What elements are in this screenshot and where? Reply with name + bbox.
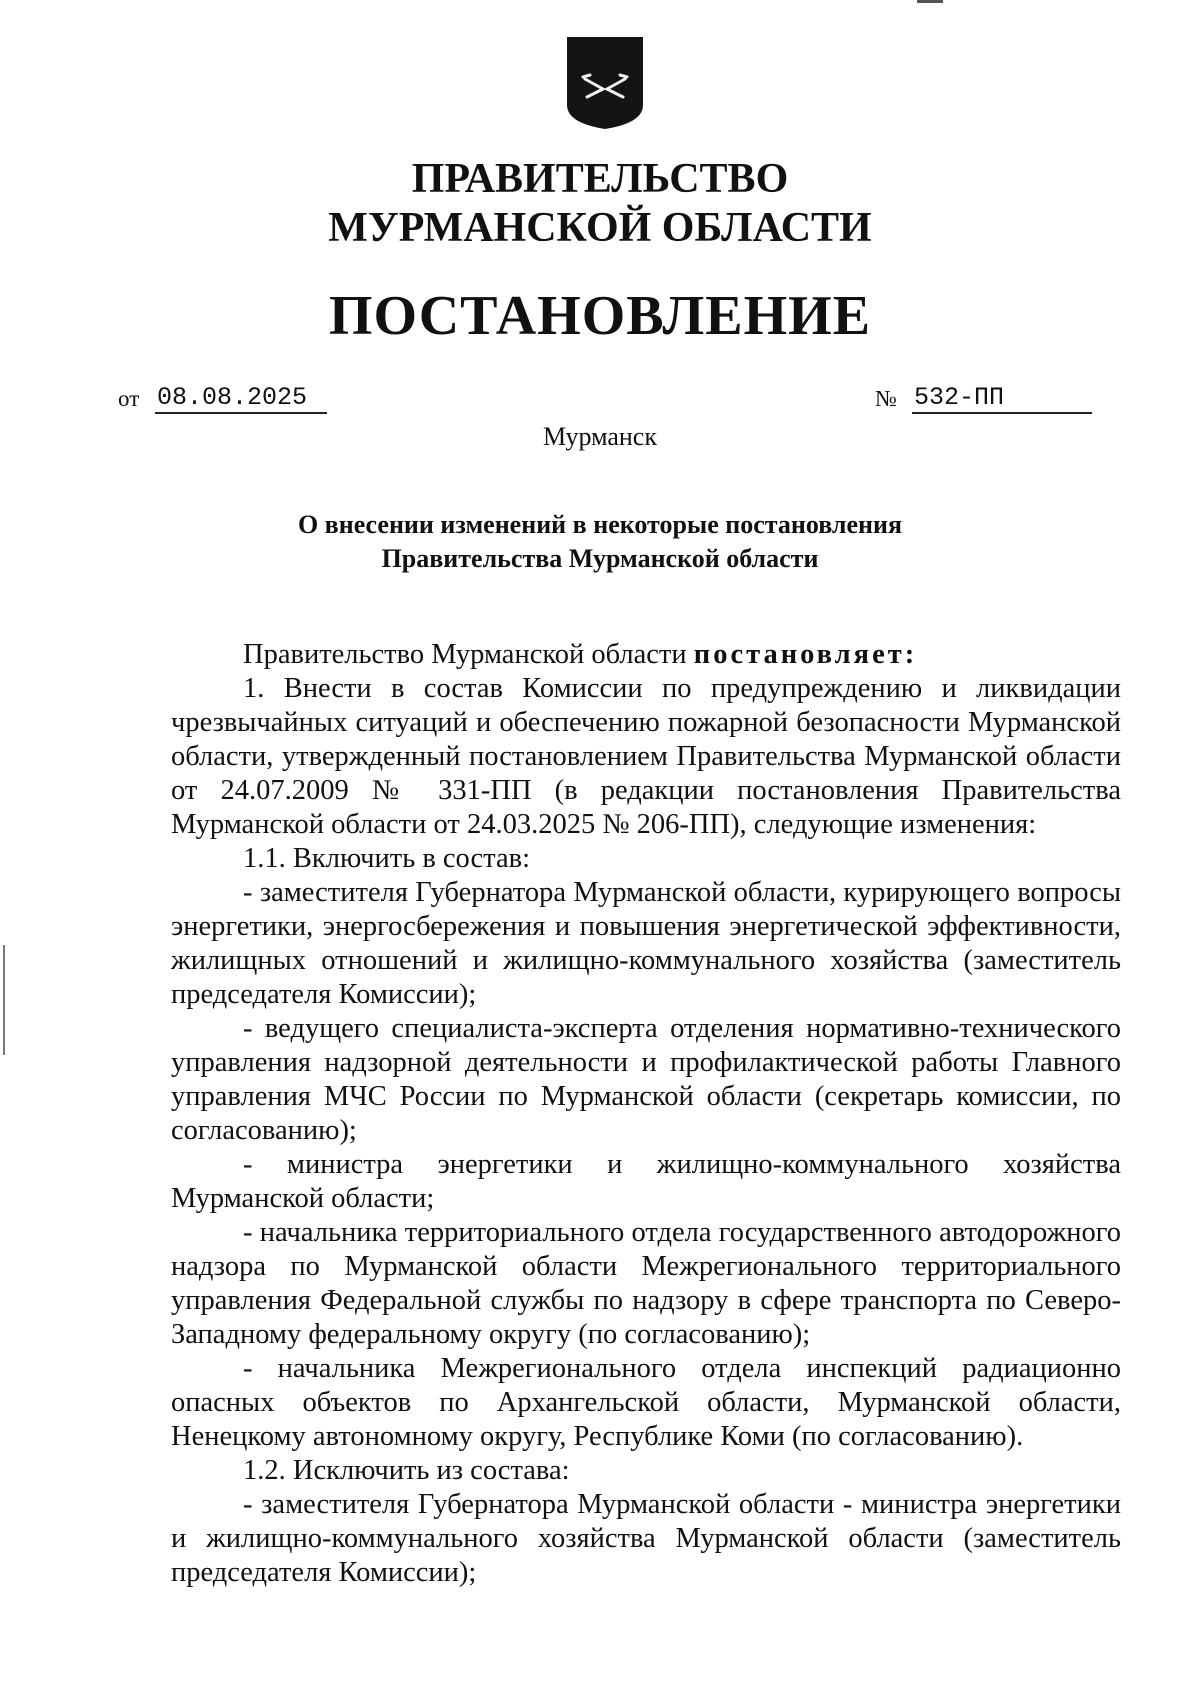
scan-mark-left xyxy=(3,945,5,1055)
document-type-title: ПОСТАНОВЛЕНИЕ xyxy=(328,285,872,347)
document-number: 532-ПП xyxy=(912,384,1092,414)
document-body xyxy=(171,638,1121,1590)
preamble-text: Правительство Мурманской области xyxy=(243,639,694,670)
coat-of-arms-icon xyxy=(563,35,647,131)
list-item-exclude-1: - заместителя Губернатора Мурманской области - министра энергетики и жилищно-коммунального хозяйства Мурманской области (заместитель председателя Комиссии); xyxy=(171,1489,1121,1588)
scan-mark-top xyxy=(917,0,943,3)
date-label: от xyxy=(118,386,140,411)
paragraph-1-2: 1.2. Исключить из состава: xyxy=(243,1455,570,1486)
paragraph-1: 1. Внести в состав Комиссии по предупреждению и ликвидации чрезвычайных ситуаций и обеспечению пожарной безопасности Мурманской области, утвержденный постановлением Правительства Мурманской области от 24.07.2009 № 331-ПП (в редакции постановления Правительства Мурманской области от 24.03.2025 № 206-ПП), следующие изменения: xyxy=(171,673,1121,840)
preamble-action: постановляет: xyxy=(693,639,918,670)
list-item-include-1: - заместителя Губернатора Мурманской области, курирующего вопросы энергетики, энергосбережения и повышения энергетической эффективности, жилищных отношений и жилищно-коммунального хозяйства (заместитель председателя Комиссии); xyxy=(171,877,1121,1010)
government-title-line2: МУРМАНСКОЙ ОБЛАСТИ xyxy=(328,205,872,251)
subject-line1: О внесении изменений в некоторые постановления xyxy=(297,510,903,539)
subject-line2: Правительства Мурманской области xyxy=(381,544,819,573)
paragraph-1-1: 1.1. Включить в состав: xyxy=(243,843,530,874)
document-date: 08.08.2025 xyxy=(155,384,327,414)
list-item-include-5: - начальника Межрегионального отдела инспекций радиационно опасных объектов по Архангельской области, Мурманской области, Ненецкому автономному округу, Республике Коми (по согласованию). xyxy=(171,1353,1121,1452)
number-label: № xyxy=(875,386,897,411)
list-item-include-4: - начальника территориального отдела государственного автодорожного надзора по Мурманской области Межрегионального территориального управления Федеральной службы по надзору в сфере транспорта по Северо-Западному федеральному округу (по согласованию); xyxy=(171,1217,1121,1350)
list-item-include-2: - ведущего специалиста-эксперта отделения нормативно-технического управления надзорной деятельности и профилактической работы Главного управления МЧС России по Мурманской области (секретарь комиссии, по согласованию); xyxy=(171,1013,1121,1146)
list-item-include-3: - министра энергетики и жилищно-коммунального хозяйства Мурманской области; xyxy=(171,1149,1121,1214)
city-name: Мурманск xyxy=(543,422,657,451)
government-title-line1: ПРАВИТЕЛЬСТВО xyxy=(411,156,789,202)
preamble-paragraph xyxy=(171,638,1121,672)
